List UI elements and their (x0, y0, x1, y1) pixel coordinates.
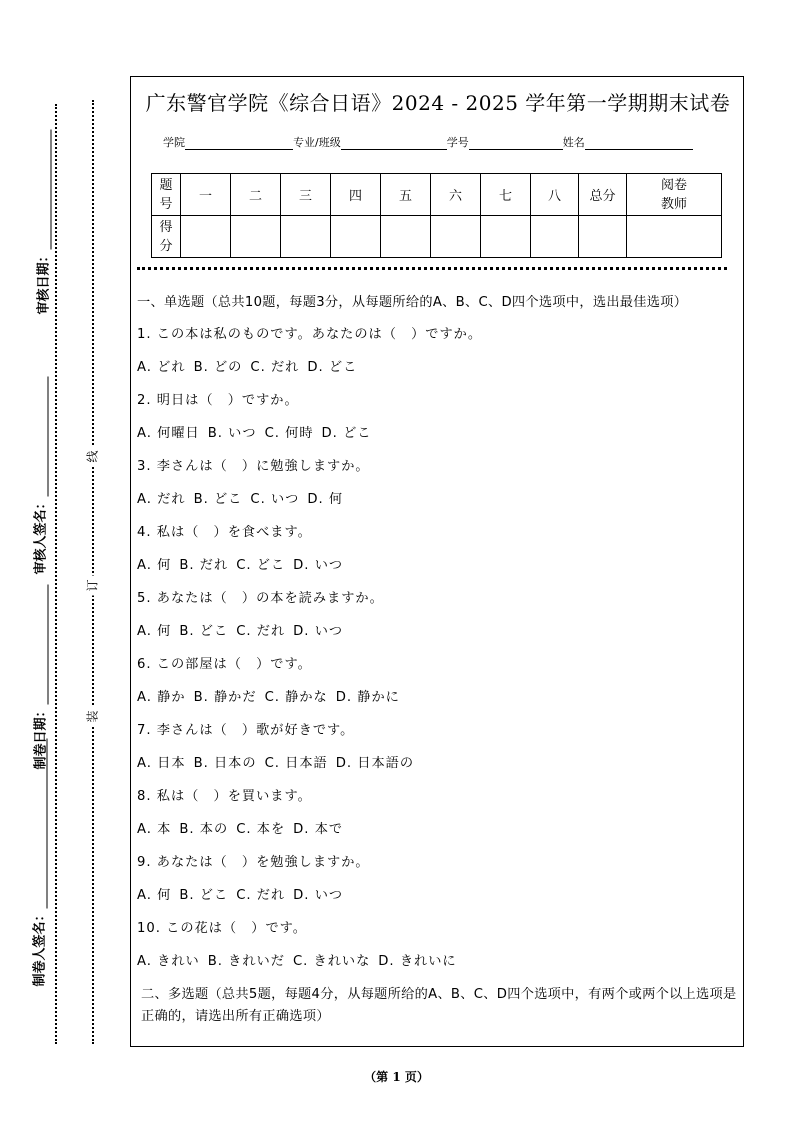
score-table (151, 173, 722, 258)
score-cell[interactable] (331, 216, 381, 258)
score-col-4: 四 (331, 174, 381, 216)
option-choice[interactable]: A. 日本 (137, 756, 186, 771)
question-options (137, 885, 741, 918)
score-cell[interactable] (381, 216, 431, 258)
option-choice[interactable]: B. どこ (179, 624, 229, 639)
question-text: 1. この本は私のものです。あなたのは（ ）ですか。 (137, 327, 483, 342)
option-choice[interactable]: D. きれいに (378, 954, 457, 969)
question-options (137, 555, 741, 588)
score-col-5: 五 (381, 174, 431, 216)
score-col-3: 三 (281, 174, 331, 216)
question-text: 5. あなたは（ ）の本を読みますか。 (137, 591, 384, 606)
question-text: 4. 私は（ ）を食べます。 (137, 525, 312, 540)
maker-sign-field[interactable] (29, 767, 48, 987)
score-col-6: 六 (431, 174, 481, 216)
option-choice[interactable]: D. 静かに (335, 690, 400, 705)
question-text: 3. 李さんは（ ）に勉強しますか。 (137, 459, 370, 474)
option-choice[interactable]: A. 何 (137, 888, 172, 903)
make-date-label: 制卷日期： (33, 704, 49, 770)
option-choice[interactable]: A. だれ (137, 492, 186, 507)
student-info-row (163, 134, 693, 150)
score-col-total: 总分 (579, 174, 627, 216)
option-choice[interactable]: D. 何 (307, 492, 344, 507)
question-options (137, 951, 741, 984)
question-text: 2. 明日は（ ）ですか。 (137, 393, 299, 408)
cut-mark-zhuang: 装 (84, 707, 101, 727)
option-choice[interactable]: B. どこ (179, 888, 229, 903)
college-label: 学院 (163, 136, 185, 149)
major-label: 专业/班级 (293, 136, 341, 149)
exam-content (137, 292, 741, 1028)
student-id-blank[interactable] (469, 139, 563, 150)
score-row-label: 得 分 (152, 216, 181, 258)
option-choice[interactable]: B. だれ (179, 558, 229, 573)
question-options (137, 357, 741, 390)
section-2-heading: 二、多选题（总共5题，每题4分，从每题所给的A、B、C、D四个选项中，有两个或两个以上选项是正确的，请选出所有正确选项） (141, 987, 737, 1024)
question-text: 7. 李さんは（ ）歌が好きです。 (137, 723, 355, 738)
option-choice[interactable]: A. 静か (137, 690, 186, 705)
score-cell[interactable] (531, 216, 579, 258)
dotted-line-outer (55, 104, 57, 1044)
exam-frame (130, 76, 744, 1047)
score-col-7: 七 (481, 174, 531, 216)
score-col-1: 一 (181, 174, 231, 216)
major-blank[interactable] (341, 139, 447, 150)
option-choice[interactable]: C. 本を (236, 822, 286, 837)
college-blank[interactable] (185, 139, 293, 150)
option-choice[interactable]: B. 日本の (193, 756, 257, 771)
question-text: 9. あなたは（ ）を勉強しますか。 (137, 855, 370, 870)
option-choice[interactable]: A. 何 (137, 624, 172, 639)
option-choice[interactable]: C. だれ (236, 888, 286, 903)
option-choice[interactable]: D. いつ (293, 888, 344, 903)
option-choice[interactable]: C. 何時 (264, 426, 314, 441)
question-options (137, 489, 741, 522)
option-choice[interactable]: A. どれ (137, 360, 186, 375)
question-text: 10. この花は（ ）です。 (137, 921, 307, 936)
reviewer-sign-field[interactable] (30, 385, 49, 575)
reviewer-sign-blank[interactable] (36, 376, 49, 496)
option-choice[interactable]: A. 何曜日 (137, 426, 200, 441)
page-footer: （第 1 页） (364, 1070, 429, 1084)
question-list (137, 324, 741, 984)
name-blank[interactable] (585, 139, 693, 150)
score-cell[interactable] (481, 216, 531, 258)
reviewer-sign-label: 审核人签名： (33, 496, 49, 575)
dotted-line-inner (92, 100, 94, 1044)
score-cell[interactable] (231, 216, 281, 258)
question-options (137, 687, 741, 720)
option-choice[interactable]: D. いつ (293, 624, 344, 639)
option-choice[interactable]: B. きれいだ (207, 954, 285, 969)
option-choice[interactable]: B. 静かだ (193, 690, 257, 705)
option-choice[interactable]: C. だれ (236, 624, 286, 639)
option-choice[interactable]: B. どの (193, 360, 243, 375)
question-options (137, 423, 741, 456)
student-id-label: 学号 (446, 136, 469, 149)
option-choice[interactable]: C. 日本語 (264, 756, 328, 771)
question-options (137, 621, 741, 654)
binding-sidebar (0, 0, 128, 1122)
option-choice[interactable]: A. 何 (137, 558, 172, 573)
option-choice[interactable]: C. きれいな (292, 954, 371, 969)
question-text: 6. この部屋は（ ）です。 (137, 657, 312, 672)
question-options (137, 753, 741, 786)
score-col-8: 八 (531, 174, 579, 216)
section-1-heading: 一、单选题（总共10题，每题3分，从每题所给的A、B、C、D四个选项中，选出最佳选项） (137, 295, 688, 310)
score-cell-grader[interactable] (627, 216, 722, 258)
score-cell[interactable] (281, 216, 331, 258)
option-choice[interactable]: D. いつ (293, 558, 344, 573)
option-choice[interactable]: D. 本で (293, 822, 344, 837)
cut-mark-ding: 订 (84, 576, 101, 596)
option-choice[interactable]: D. どこ (321, 426, 372, 441)
option-choice[interactable]: B. いつ (207, 426, 257, 441)
option-choice[interactable]: B. 本の (179, 822, 229, 837)
score-cell[interactable] (181, 216, 231, 258)
question-options (137, 819, 741, 852)
option-choice[interactable]: C. いつ (250, 492, 300, 507)
review-date-field[interactable] (33, 145, 52, 315)
score-col-2: 二 (231, 174, 281, 216)
option-choice[interactable]: D. どこ (307, 360, 358, 375)
option-choice[interactable]: C. だれ (250, 360, 300, 375)
option-choice[interactable]: C. どこ (236, 558, 286, 573)
review-date-blank[interactable] (39, 129, 52, 249)
exam-title: 广东警官学院《综合日语》2024 - 2025 学年第一学期期末试卷 (145, 91, 731, 115)
score-cell-total[interactable] (579, 216, 627, 258)
option-choice[interactable]: B. どこ (193, 492, 243, 507)
option-choice[interactable]: D. 日本語の (335, 756, 415, 771)
option-choice[interactable]: A. 本 (137, 822, 172, 837)
score-header-label: 题 号 (152, 174, 181, 216)
question-text: 8. 私は（ ）を買います。 (137, 789, 312, 804)
option-choice[interactable]: A. きれい (137, 954, 200, 969)
maker-sign-blank[interactable] (35, 738, 48, 908)
make-date-blank[interactable] (36, 584, 49, 704)
cut-mark-xian: 线 (84, 447, 101, 467)
option-choice[interactable]: C. 静かな (264, 690, 328, 705)
name-label: 姓名 (562, 136, 585, 149)
score-cell[interactable] (431, 216, 481, 258)
dotted-separator (137, 267, 727, 270)
maker-sign-label: 制卷人签名： (32, 908, 48, 987)
score-col-grader: 阅卷 教师 (627, 174, 722, 216)
review-date-label: 审核日期： (36, 249, 52, 315)
